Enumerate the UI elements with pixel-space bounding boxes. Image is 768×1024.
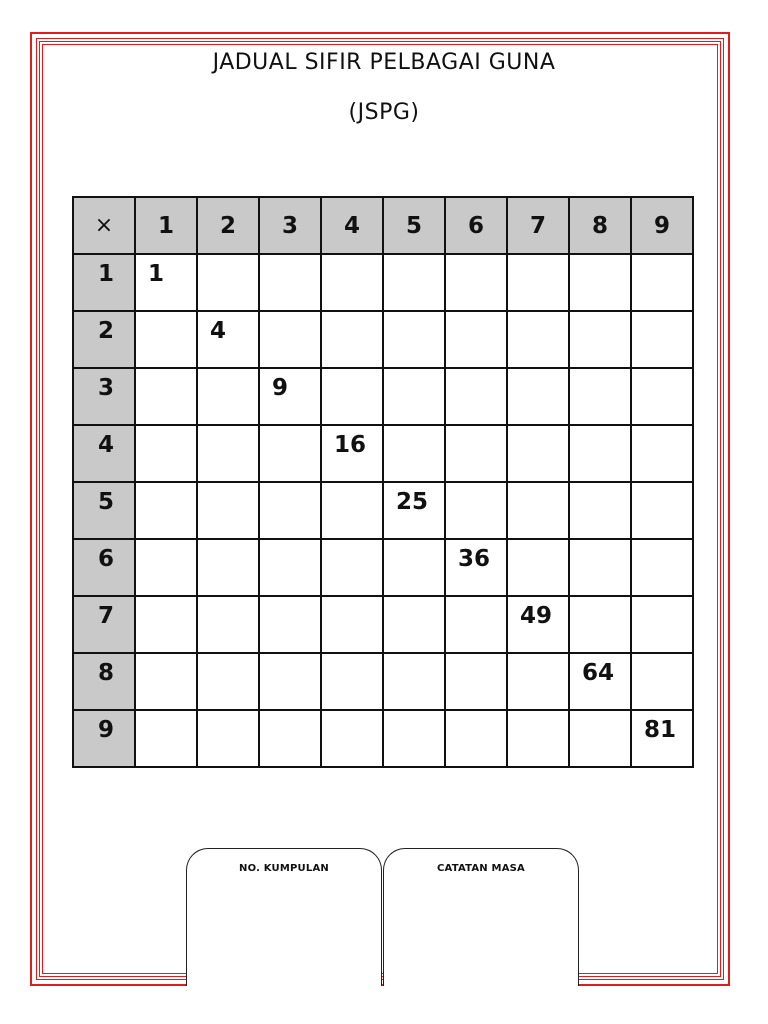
table-cell[interactable] [507,539,569,596]
table-cell[interactable] [259,653,321,710]
row-header: 6 [73,539,135,596]
table-cell[interactable] [321,539,383,596]
table-cell[interactable] [259,482,321,539]
table-cell[interactable]: 64 [569,653,631,710]
table-cell[interactable] [445,482,507,539]
table-cell[interactable] [135,425,197,482]
row-header: 9 [73,710,135,767]
table-cell[interactable] [569,482,631,539]
table-cell[interactable] [135,596,197,653]
table-cell[interactable] [197,425,259,482]
table-row [73,653,693,710]
table-cell[interactable] [135,482,197,539]
table-cell[interactable] [383,596,445,653]
table-row [73,311,693,368]
table-cell[interactable] [197,710,259,767]
table-cell[interactable] [259,311,321,368]
table-cell[interactable] [507,368,569,425]
table-cell[interactable]: 25 [383,482,445,539]
time-record-box[interactable] [383,848,579,986]
table-cell[interactable] [569,425,631,482]
table-cell[interactable] [259,254,321,311]
table-cell[interactable] [197,653,259,710]
table-cell[interactable] [631,539,693,596]
table-cell[interactable]: 9 [259,368,321,425]
table-cell[interactable] [197,368,259,425]
column-header: 2 [197,197,259,254]
table-cell[interactable] [321,254,383,311]
table-cell[interactable]: 16 [321,425,383,482]
column-header: 1 [135,197,197,254]
table-cell[interactable] [631,482,693,539]
table-cell[interactable] [197,482,259,539]
table-cell[interactable] [321,653,383,710]
table-cell[interactable] [631,311,693,368]
table-cell[interactable] [569,368,631,425]
table-cell[interactable] [321,311,383,368]
table-cell[interactable] [135,653,197,710]
table-cell[interactable] [383,311,445,368]
table-cell[interactable] [507,311,569,368]
table-row [73,254,693,311]
table-cell[interactable] [259,596,321,653]
column-header: 4 [321,197,383,254]
table-cell[interactable] [197,254,259,311]
column-header: 5 [383,197,445,254]
table-cell[interactable] [507,482,569,539]
group-number-box[interactable] [186,848,382,986]
row-header: 1 [73,254,135,311]
table-cell[interactable]: 36 [445,539,507,596]
table-row [73,710,693,767]
column-header: 6 [445,197,507,254]
table-cell[interactable] [383,368,445,425]
table-cell[interactable]: 4 [197,311,259,368]
column-header: 8 [569,197,631,254]
row-header: 4 [73,425,135,482]
column-header: 9 [631,197,693,254]
table-cell[interactable] [569,710,631,767]
table-cell[interactable] [445,596,507,653]
table-cell[interactable] [445,254,507,311]
group-number-label: NO. KUMPULAN [239,863,329,874]
page-title: JADUAL SIFIR PELBAGAI GUNA [212,50,556,75]
table-cell[interactable] [445,425,507,482]
row-header: 7 [73,596,135,653]
table-row [73,425,693,482]
table-cell[interactable] [631,596,693,653]
table-cell[interactable] [507,254,569,311]
table-cell[interactable] [135,311,197,368]
table-cell[interactable] [259,710,321,767]
column-header: 3 [259,197,321,254]
table-cell[interactable] [197,539,259,596]
table-cell[interactable] [631,425,693,482]
table-cell[interactable] [321,368,383,425]
table-cell[interactable] [383,653,445,710]
multiplication-table [72,196,694,768]
row-header: 8 [73,653,135,710]
table-row [73,368,693,425]
table-cell[interactable] [507,653,569,710]
table-cell[interactable] [135,710,197,767]
table-cell[interactable] [569,311,631,368]
table-cell[interactable] [383,254,445,311]
table-cell[interactable] [445,653,507,710]
time-record-label: CATATAN MASA [437,863,525,874]
table-cell[interactable] [321,710,383,767]
table-cell[interactable] [569,254,631,311]
table-cell[interactable] [321,482,383,539]
table-cell[interactable] [631,368,693,425]
table-cell[interactable] [383,425,445,482]
table-cell[interactable] [259,425,321,482]
table-cell[interactable] [197,596,259,653]
row-header: 5 [73,482,135,539]
table-cell[interactable] [445,710,507,767]
table-cell[interactable]: 81 [631,710,693,767]
table-cell[interactable] [631,254,693,311]
table-cell[interactable] [507,710,569,767]
table-cell[interactable] [569,539,631,596]
table-cell[interactable] [569,596,631,653]
table-cell[interactable] [135,368,197,425]
table-cell[interactable]: 1 [135,254,197,311]
table-cell[interactable] [631,653,693,710]
table-row [73,482,693,539]
column-header: 7 [507,197,569,254]
table-cell[interactable] [445,311,507,368]
multiply-symbol-icon: × [73,197,135,254]
table-cell[interactable] [259,539,321,596]
table-cell[interactable] [383,710,445,767]
table-row [73,539,693,596]
page-subtitle: (JSPG) [348,100,420,125]
header-row [73,197,693,254]
row-header: 3 [73,368,135,425]
table-cell[interactable] [507,425,569,482]
table-row [73,596,693,653]
row-header: 2 [73,311,135,368]
table-cell[interactable] [135,539,197,596]
table-cell[interactable] [321,596,383,653]
table-cell[interactable] [383,539,445,596]
table-cell[interactable] [445,368,507,425]
table-cell[interactable]: 49 [507,596,569,653]
